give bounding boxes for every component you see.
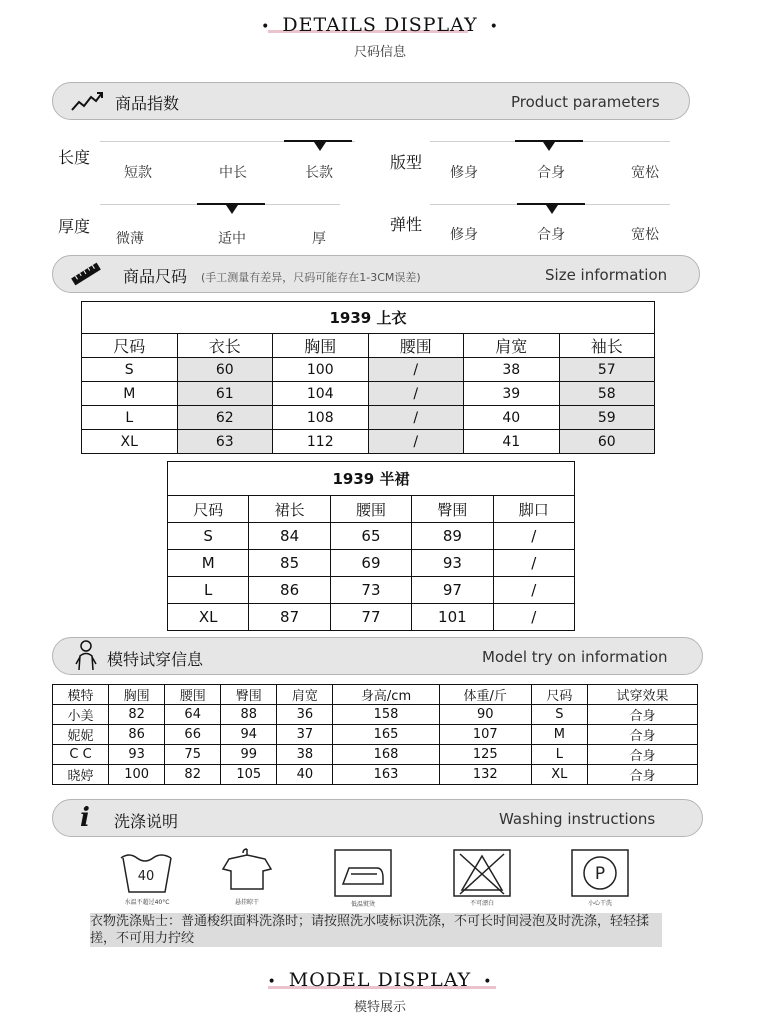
- iron-icon: [333, 848, 393, 898]
- table-cell: 73: [330, 577, 411, 604]
- top-size-table: [81, 301, 655, 454]
- table-cell: 168: [333, 745, 439, 765]
- table-header: 臀围: [221, 685, 277, 705]
- table-cell: 合身: [587, 745, 697, 765]
- fit-label: 版型: [390, 153, 423, 172]
- table-cell: /: [368, 406, 464, 430]
- table-header: 模特: [53, 685, 109, 705]
- table-row: [53, 725, 698, 745]
- table-row: [82, 358, 655, 382]
- table-row: [53, 765, 698, 785]
- table-cell: 合身: [587, 725, 697, 745]
- svg-text:40: 40: [137, 869, 155, 884]
- table-cell: L: [82, 406, 178, 430]
- table-cell: M: [82, 382, 178, 406]
- table-cell: M: [531, 725, 587, 745]
- table-cell: /: [368, 382, 464, 406]
- table-cell: 112: [273, 430, 369, 454]
- table-cell: S: [82, 358, 178, 382]
- table-cell: 39: [464, 382, 560, 406]
- table-row: [168, 577, 575, 604]
- table-cell: /: [493, 604, 574, 631]
- table-cell: S: [531, 705, 587, 725]
- table-cell: 94: [221, 725, 277, 745]
- table-cell: /: [368, 358, 464, 382]
- elasticity-option: 修身: [450, 227, 478, 243]
- table-cell: 84: [249, 523, 330, 550]
- table-cell: /: [368, 430, 464, 454]
- fit-option: 修身: [450, 165, 478, 181]
- table-cell: 88: [221, 705, 277, 725]
- table-cell: M: [168, 550, 249, 577]
- details-subtitle: 尺码信息: [353, 45, 406, 60]
- table-cell: 57: [559, 358, 655, 382]
- length-label: 长度: [58, 148, 91, 167]
- table-cell: 86: [249, 577, 330, 604]
- table-cell: 合身: [587, 765, 697, 785]
- washing-instructions-cn: 洗涤说明: [114, 812, 179, 831]
- top-table-caption: 1939 上衣: [82, 302, 655, 334]
- person-icon: [74, 640, 98, 674]
- thickness-label: 厚度: [58, 217, 91, 236]
- table-cell: 妮妮: [53, 725, 109, 745]
- wash-40-icon: [117, 848, 177, 898]
- info-icon: i: [80, 803, 90, 833]
- table-cell: 61: [177, 382, 273, 406]
- thickness-option: 厚: [312, 231, 326, 247]
- table-cell: 82: [165, 765, 221, 785]
- table-header: 身高/cm: [333, 685, 439, 705]
- table-cell: 64: [165, 705, 221, 725]
- table-header: 尺码: [82, 334, 178, 358]
- table-cell: /: [493, 577, 574, 604]
- table-cell: 132: [439, 765, 531, 785]
- table-cell: L: [531, 745, 587, 765]
- fit-selected-marker: [543, 142, 555, 151]
- table-cell: 125: [439, 745, 531, 765]
- table-cell: 38: [464, 358, 560, 382]
- table-cell: XL: [168, 604, 249, 631]
- table-header: 袖长: [559, 334, 655, 358]
- table-cell: 40: [464, 406, 560, 430]
- care-caption: 小心干洗: [587, 900, 612, 907]
- table-cell: 108: [273, 406, 369, 430]
- svg-text:P: P: [594, 864, 606, 884]
- table-header: 胸围: [273, 334, 369, 358]
- table-cell: 69: [330, 550, 411, 577]
- table-cell: 40: [277, 765, 333, 785]
- table-row: [168, 550, 575, 577]
- model-display-title: • MODEL DISPLAY •: [267, 969, 493, 991]
- table-cell: 100: [273, 358, 369, 382]
- table-header: 臀围: [412, 496, 493, 523]
- elasticity-option: 宽松: [631, 227, 659, 243]
- table-row: [53, 745, 698, 765]
- length-selected-marker: [314, 142, 326, 151]
- table-row: [82, 406, 655, 430]
- thickness-option: 适中: [218, 231, 246, 247]
- table-cell: 62: [177, 406, 273, 430]
- size-information-note: (手工测量有差异，尺码可能存在1-3CM误差): [201, 271, 421, 284]
- table-cell: XL: [531, 765, 587, 785]
- table-cell: XL: [82, 430, 178, 454]
- model-try-on-cn: 模特试穿信息: [107, 650, 204, 669]
- table-cell: 104: [273, 382, 369, 406]
- care-caption: 悬挂晾干: [234, 899, 259, 906]
- elasticity-label: 弹性: [390, 215, 423, 234]
- table-cell: 107: [439, 725, 531, 745]
- table-cell: 89: [412, 523, 493, 550]
- table-cell: 晓婷: [53, 765, 109, 785]
- fit-option: 合身: [537, 165, 565, 181]
- table-cell: 87: [249, 604, 330, 631]
- fit-option: 宽松: [631, 165, 659, 181]
- table-header: 脚口: [493, 496, 574, 523]
- table-cell: 90: [439, 705, 531, 725]
- table-cell: 38: [277, 745, 333, 765]
- table-cell: 163: [333, 765, 439, 785]
- skirt-size-table: [167, 461, 575, 631]
- trend-chart-icon: [70, 90, 104, 114]
- model-display-subtitle: 模特展示: [353, 1000, 406, 1015]
- thickness-selected-marker: [226, 205, 238, 214]
- table-cell: 63: [177, 430, 273, 454]
- table-cell: 59: [559, 406, 655, 430]
- table-header: 腰围: [330, 496, 411, 523]
- table-header: 胸围: [109, 685, 165, 705]
- table-header: 试穿效果: [587, 685, 697, 705]
- table-cell: 99: [221, 745, 277, 765]
- length-option: 短款: [124, 165, 152, 181]
- table-cell: 65: [330, 523, 411, 550]
- table-row: [168, 523, 575, 550]
- table-cell: 93: [109, 745, 165, 765]
- table-cell: 105: [221, 765, 277, 785]
- table-cell: 93: [412, 550, 493, 577]
- elasticity-selected-marker: [546, 205, 558, 214]
- table-cell: 合身: [587, 705, 697, 725]
- table-cell: /: [493, 550, 574, 577]
- table-cell: 58: [559, 382, 655, 406]
- table-header: 腰围: [368, 334, 464, 358]
- table-cell: /: [493, 523, 574, 550]
- table-header: 裙长: [249, 496, 330, 523]
- model-try-on-en: Model try on information: [482, 648, 668, 666]
- table-header: 体重/斤: [439, 685, 531, 705]
- table-row: [82, 382, 655, 406]
- table-cell: 37: [277, 725, 333, 745]
- table-cell: L: [168, 577, 249, 604]
- table-header: 尺码: [168, 496, 249, 523]
- table-cell: 85: [249, 550, 330, 577]
- table-cell: C C: [53, 745, 109, 765]
- table-header: 肩宽: [464, 334, 560, 358]
- table-cell: 158: [333, 705, 439, 725]
- table-cell: 66: [165, 725, 221, 745]
- size-information-cn: 商品尺码: [123, 267, 188, 286]
- table-row: [53, 705, 698, 725]
- table-cell: 36: [277, 705, 333, 725]
- thickness-option: 微薄: [116, 231, 144, 247]
- table-header: 肩宽: [277, 685, 333, 705]
- table-row: [168, 604, 575, 631]
- table-cell: 77: [330, 604, 411, 631]
- product-parameters-en: Product parameters: [511, 93, 660, 111]
- care-caption: 低温熨烫: [350, 901, 375, 908]
- size-information-en: Size information: [545, 266, 668, 284]
- table-cell: 小美: [53, 705, 109, 725]
- table-cell: 75: [165, 745, 221, 765]
- table-cell: 60: [177, 358, 273, 382]
- model-info-table: [52, 684, 698, 785]
- washing-instructions-en: Washing instructions: [499, 810, 656, 828]
- table-cell: 86: [109, 725, 165, 745]
- table-row: [82, 430, 655, 454]
- table-cell: S: [168, 523, 249, 550]
- table-header: 衣长: [177, 334, 273, 358]
- table-cell: 100: [109, 765, 165, 785]
- care-caption: 水温不超过40°C: [124, 899, 170, 906]
- skirt-table-caption: 1939 半裙: [168, 462, 575, 496]
- elasticity-option: 合身: [537, 227, 565, 243]
- table-cell: 82: [109, 705, 165, 725]
- no-bleach-icon: [452, 848, 512, 898]
- table-header: 尺码: [531, 685, 587, 705]
- dry-clean-icon: [570, 848, 630, 898]
- hang-dry-icon: [217, 845, 277, 895]
- product-parameters-cn: 商品指数: [115, 94, 180, 113]
- table-cell: 60: [559, 430, 655, 454]
- table-header: 腰围: [165, 685, 221, 705]
- table-cell: 101: [412, 604, 493, 631]
- ruler-icon: [70, 262, 102, 286]
- table-cell: 97: [412, 577, 493, 604]
- details-title: • DETAILS DISPLAY •: [261, 14, 499, 36]
- table-cell: 165: [333, 725, 439, 745]
- care-note: 衣物洗涤贴士：普通梭织面料洗涤时；请按照洗水唛标识洗涤，不可长时间浸泡及时洗涤，轻轻揉搓，不可用力拧绞: [90, 913, 662, 947]
- length-option: 中长: [219, 165, 247, 181]
- table-cell: 41: [464, 430, 560, 454]
- care-caption: 不可漂白: [469, 900, 494, 907]
- length-option: 长款: [305, 165, 333, 181]
